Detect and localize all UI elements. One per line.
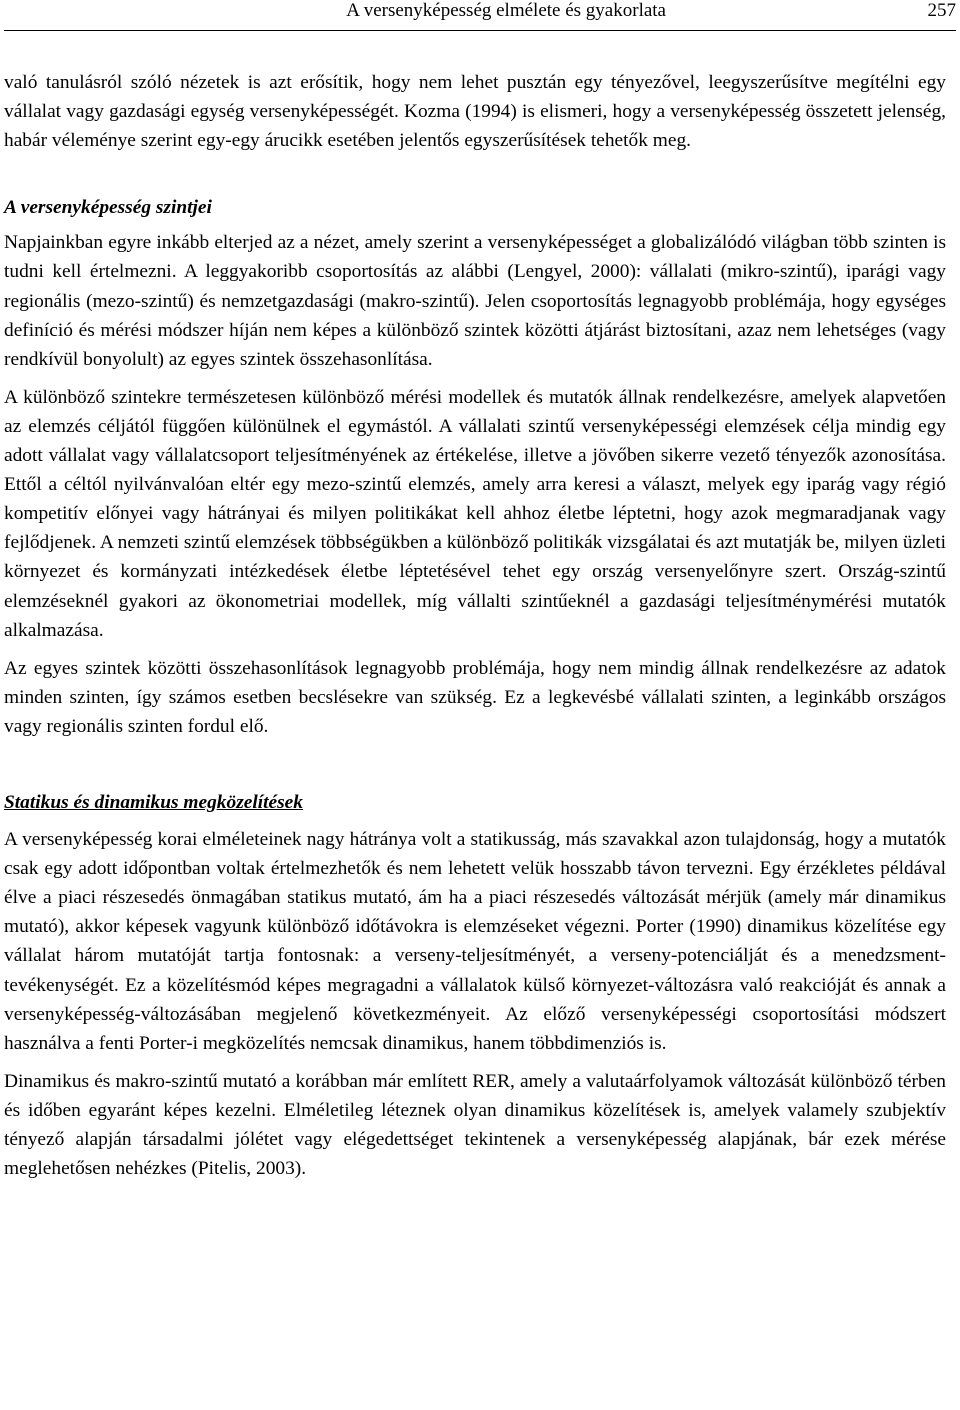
running-header [4, 0, 956, 31]
paragraph-levels-1: Napjainkban egyre inkább elterjed az a nézet, amely szerint a versenyképességet a globalizálódó világban több szinten is tudni kell értelmezni. A leggyakoribb csoportosítás az alábbi (Lengyel, 2000): vállalati (mikro-szintű), iparági vagy regionális (mezo-szintű) és nemzetgazdasági (makro-szintű). Jelen csoportosítás legnagyobb problémája, hogy egységes definíció és mérési módszer híján nem képes a különböző szintek közötti átjárást biztosítani, azaz nem lehetséges (vagy rendkívül bonyolult) az egyes szintek összehasonlítása. [4, 232, 946, 370]
section-heading-static-dynamic: Statikus és dinamikus megközelítések [4, 791, 303, 813]
paragraph-static-1: A versenyképesség korai elméleteinek nagy hátránya volt a statikusság, más szavakkal azon tulajdonság, hogy a mutatók csak egy adott időpontban voltak értelmezhetők és nem lehetett velük hosszabb távon tervezni. Egy érzékletes példával élve a piaci részesedés önmagában statikus mutató, ám ha a piaci részesedés változását mérjük (amely már dinamikus mutató), akkor képesek vagyunk különböző időtávokra is elemzéseket végezni. Porter (1990) dinamikus közelítése egy vállalat három mutatóját tartja fontosnak: a verseny-teljesítményét, a verseny-potenciálját és a menedzsment-tevékenységét. Ez a közelítésmód képes megragadni a vállalatok külső környezet-változásra való reakcióját és annak a versenyképesség-változásában megjelenő következményeit. Az előző versenyképességi csoportosítási módszert használva a fenti Porter-i megközelítés nemcsak dinamikus, hanem többdimenziós is. [4, 829, 946, 1054]
paragraph-static-2: Dinamikus és makro-szintű mutató a korábban már említett RER, amely a valutaárfolyamok változását különböző térben és időben egyaránt képes kezelni. Elméletileg léteznek olyan dinamikus közelítések is, amelyek valamely szubjektív tényező alapján társadalmi jólétet vagy elégedettséget tekintenek a versenyképesség alapjának, bár ezek mérése meglehetősen nehézkes (Pitelis, 2003). [4, 1070, 946, 1180]
section-heading-levels: A versenyképesség szintjei [4, 197, 212, 219]
paragraph-levels-3: Az egyes szintek közötti összehasonlítások legnagyobb problémája, hogy nem mindig állnak rendelkezésre az adatok minden szinten, így számos esetben becslésekre van szükség. Ez a legkevésbé vállalati szinten, a leginkább országos vagy regionális szinten fordul elő. [4, 657, 946, 737]
paragraph-levels-2: A különböző szintekre természetesen különböző mérési modellek és mutatók állnak rendelkezésre, amelyek alapvetően az elemzés céljától függően különülnek el egymástól. A vállalati szintű versenyképességi elemzések célja mindig egy adott vállalat vagy vállalatcsoport teljesítményének az értékelése, illetve a jövőben sikerre vezető tényezők azonosítása. Ettől a céltól nyilvánvalóan eltér egy mezo-szintű elemzés, amely arra keresi a választ, melyek egy iparág vagy régió kompetitív előnyei vagy hátrányai és milyen politikákat kell ahhoz életbe léptetni, hogy azok megmaradjanak vagy fejlődjenek. A nemzeti szintű elemzések többségükben a különböző politikák vizsgálatai és azt mutatják be, milyen üzleti környezet és kormányzati intézkedések életbe léptetésével tehet egy ország versenyelőnyre szert. Ország-szintű elemzéseknél gyakori az ökonometriai modellek, míg vállalti szintűeknél a gazdasági teljesítménymérési mutatók alkalmazása. [4, 386, 946, 641]
body-text [4, 68, 946, 1192]
paragraph-intro: való tanulásról szóló nézetek is azt erősítik, hogy nem lehet pusztán egy tényezővel, leegyszerűsítve megítélni egy vállalat vagy gazdasági egység versenyképességét. Kozma (1994) is elismeri, hogy a versenyképesség összetett jelenség, habár véleménye szerint egy-egy árucikk esetében jelentős egyszerűsítések tehetők meg. [4, 72, 946, 152]
running-header-title: A versenyképesség elmélete és gyakorlata [346, 0, 666, 21]
page-number: 257 [927, 0, 956, 21]
